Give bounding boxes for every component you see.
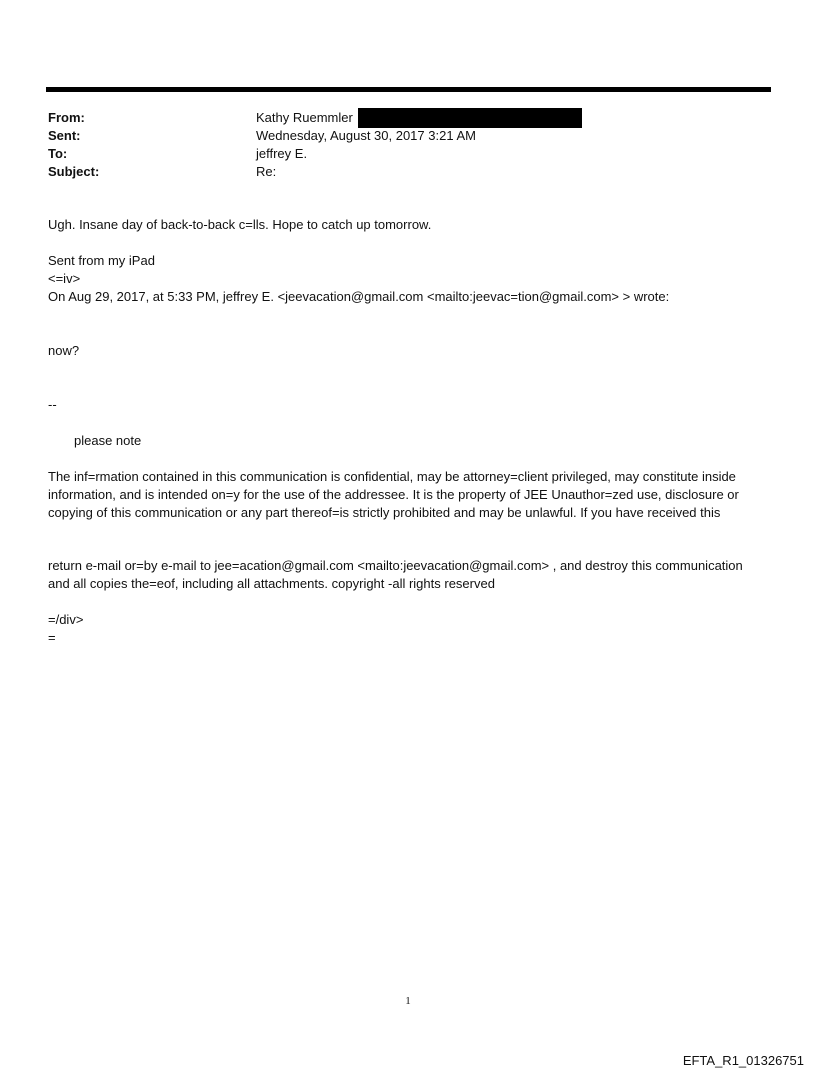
- body-line-quote-header: On Aug 29, 2017, at 5:33 PM, jeffrey E. <jeevacation@gmail.com <mailto:jeevac=tion@gmail.com> > wrote:: [48, 289, 670, 304]
- sent-value: Wednesday, August 30, 2017 3:21 AM: [256, 128, 476, 143]
- from-value: Kathy Ruemmler: [256, 110, 353, 125]
- from-label: From:: [48, 110, 85, 125]
- body-line-please-note: please note: [74, 433, 142, 448]
- subject-value: Re:: [256, 164, 277, 179]
- header-rule: [46, 87, 771, 92]
- redaction-box: [358, 108, 582, 128]
- sent-label: Sent:: [48, 128, 81, 143]
- body-paragraph-confidential: The inf=rmation contained in this communication is confidential, may be attorney=client privileged, may constitute inside information, and is intended on=y for the use of the addressee. It is the property of JEE Unauthor=zed use, disclosure or copying of this communication or any part thereof=is strictly prohibited and may be unlawful. If you have received this: [48, 469, 739, 520]
- body-line-equals: =: [48, 630, 56, 645]
- body-line-dashes: --: [48, 397, 57, 412]
- to-label: To:: [48, 146, 68, 161]
- document-id: EFTA_R1_01326751: [682, 1053, 804, 1068]
- body-line-ugh: Ugh. Insane day of back-to-back c=lls. Hope to catch up tomorrow.: [48, 217, 432, 232]
- subject-label: Subject:: [48, 164, 100, 179]
- body-line-div: =/div>: [48, 612, 84, 627]
- to-value: jeffrey E.: [256, 146, 308, 161]
- page-number: 1: [405, 995, 411, 1007]
- body-paragraph-return: return e-mail or=by e-mail to jee=acation@gmail.com <mailto:jeevacation@gmail.com> , and destroy this communication and all copies the=eof, including all attachments. copyright -all rights reserved: [48, 558, 743, 591]
- body-line-iv: <=iv>: [48, 271, 81, 286]
- body-line-ipad: Sent from my iPad: [48, 253, 155, 268]
- body-line-now: now?: [48, 343, 80, 358]
